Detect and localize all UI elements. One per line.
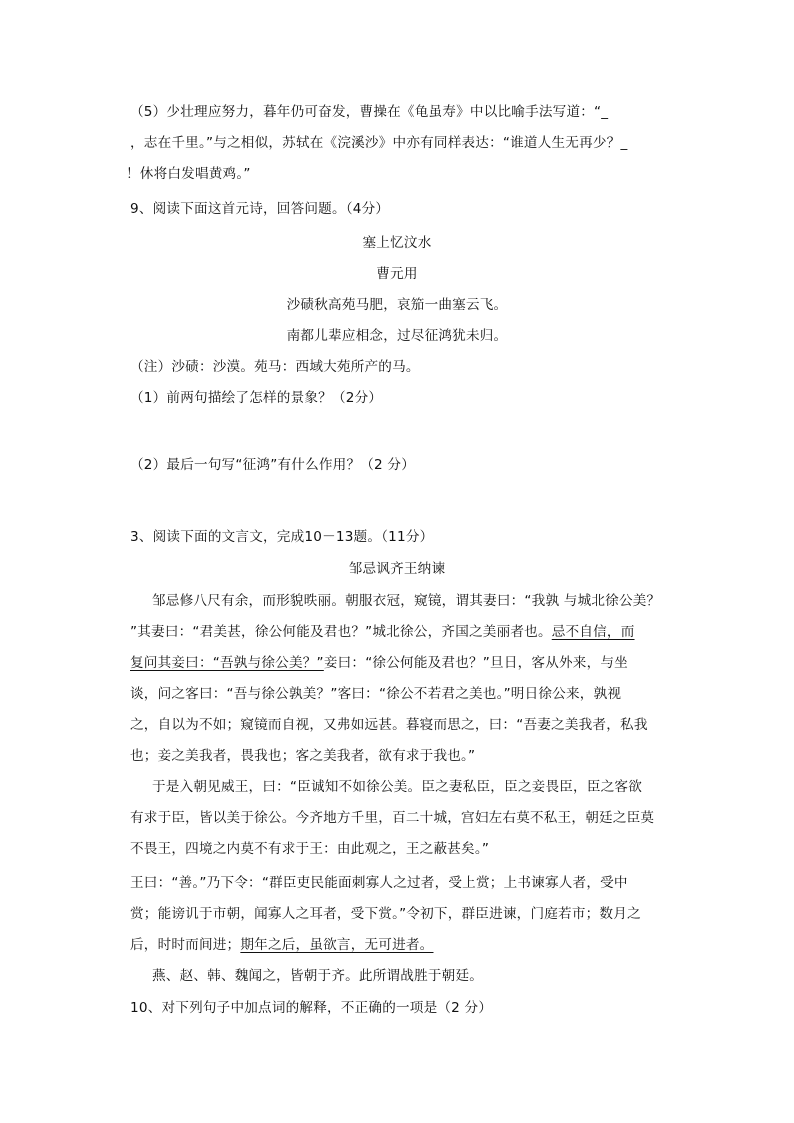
passage-p1-line1: 邹忌修八尺有余，而形貌昳丽。朝服衣冠，窥镜，谓其妻曰：“我孰 与城北徐公美？ <box>152 593 661 609</box>
underlined-sentence-1a: 忌不自信，而 <box>551 624 635 640</box>
passage-p1-line4: 谈，问之客曰：“吾与徐公孰美？”客曰：“徐公不若君之美也。”明日徐公来，孰视 <box>130 686 622 702</box>
underlined-sentence-1b: 复问其妾曰：“吾孰与徐公美？” <box>130 655 324 671</box>
passage-p4: 燕、赵、韩、魏闻之，皆朝于齐。此所谓战胜于朝廷。 <box>152 968 484 984</box>
question-3-header: 3、阅读下面的文言文，完成10－13题。（11分） <box>130 529 434 545</box>
passage-p1-line2-text: ”其妻曰：“君美甚，徐公何能及君也？”城北徐公，齐国之美丽者也。 <box>130 624 552 640</box>
passage-p2-line2: 有求于臣，皆以美于徐公。今齐地方千里，百二十城，宫妇左右莫不私王，朝廷之臣莫 <box>130 810 655 826</box>
passage-title: 邹忌讽齐王纳谏 <box>348 561 446 577</box>
question-9-sub-1: （1）前两句描绘了怎样的景象？（2分） <box>130 390 383 406</box>
passage-p1-line6: 也；妾之美我者，畏我也；客之美我者，欲有求于我也。” <box>130 748 476 764</box>
poem-title: 塞上忆汶水 <box>362 235 432 251</box>
passage-p1-line2 <box>130 622 635 642</box>
section5-line3: ！休将白发唱黄鸡。” <box>126 166 251 182</box>
question-9-sub-2: （2）最后一句写“征鸿”有什么作用？（2 分） <box>130 457 415 473</box>
passage-p1-line3-text: 妾曰：“徐公何能及君也？”旦日，客从外来，与坐 <box>323 655 628 671</box>
passage-p1-line5: 之，自以为不如；窥镜而自视，又弗如远甚。暮寝而思之，曰：“吾妻之美我者，私我 <box>130 717 648 733</box>
passage-p1-line3 <box>130 653 628 673</box>
section5-line1: （5）少壮理应努力，暮年仍可奋发，曹操在《龟虽寿》中以比喻手法写道：“_ <box>130 104 609 120</box>
passage-p2-line3: 不畏王，四境之内莫不有求于王：由此观之，王之蔽甚矣。” <box>130 841 490 857</box>
poem-line-2: 南都儿辈应相念，过尽征鸿犹未归。 <box>286 328 508 344</box>
section5-line2: ，志在千里。”与之相似，苏轼在《浣溪沙》中亦有同样表达：“谁道人生无再少？_ <box>130 135 628 151</box>
question-9-header: 9、阅读下面这首元诗，回答问题。（4分） <box>130 201 390 217</box>
poem-line-1: 沙碛秋高苑马肥，哀笳一曲塞云飞。 <box>286 297 508 313</box>
poem-author: 曹元用 <box>376 266 418 282</box>
passage-p3-line3 <box>130 935 433 955</box>
underlined-sentence-2: 期年之后，虽欲言，无可进者。 <box>240 937 434 953</box>
passage-p3-line3-text: 后，时时而间进； <box>130 937 241 953</box>
passage-p3-line1: 王曰：“善。”乃下令：“群臣吏民能面刺寡人之过者，受上赏；上书谏寡人者，受中 <box>130 875 628 891</box>
poem-note: （注）沙碛：沙漠。苑马：西域大苑所产的马。 <box>130 359 420 375</box>
passage-p3-line2: 赏；能谤讥于市朝，闻寡人之耳者，受下赏。”令初下，群臣进谏，门庭若市；数月之 <box>130 906 641 922</box>
question-10-header: 10、对下列句子中加点词的解释，不正确的一项是（2 分） <box>130 1000 493 1016</box>
passage-p2-line1: 于是入朝见威王，曰：“臣诚知不如徐公美。臣之妻私臣，臣之妾畏臣，臣之客欲 <box>152 779 643 795</box>
